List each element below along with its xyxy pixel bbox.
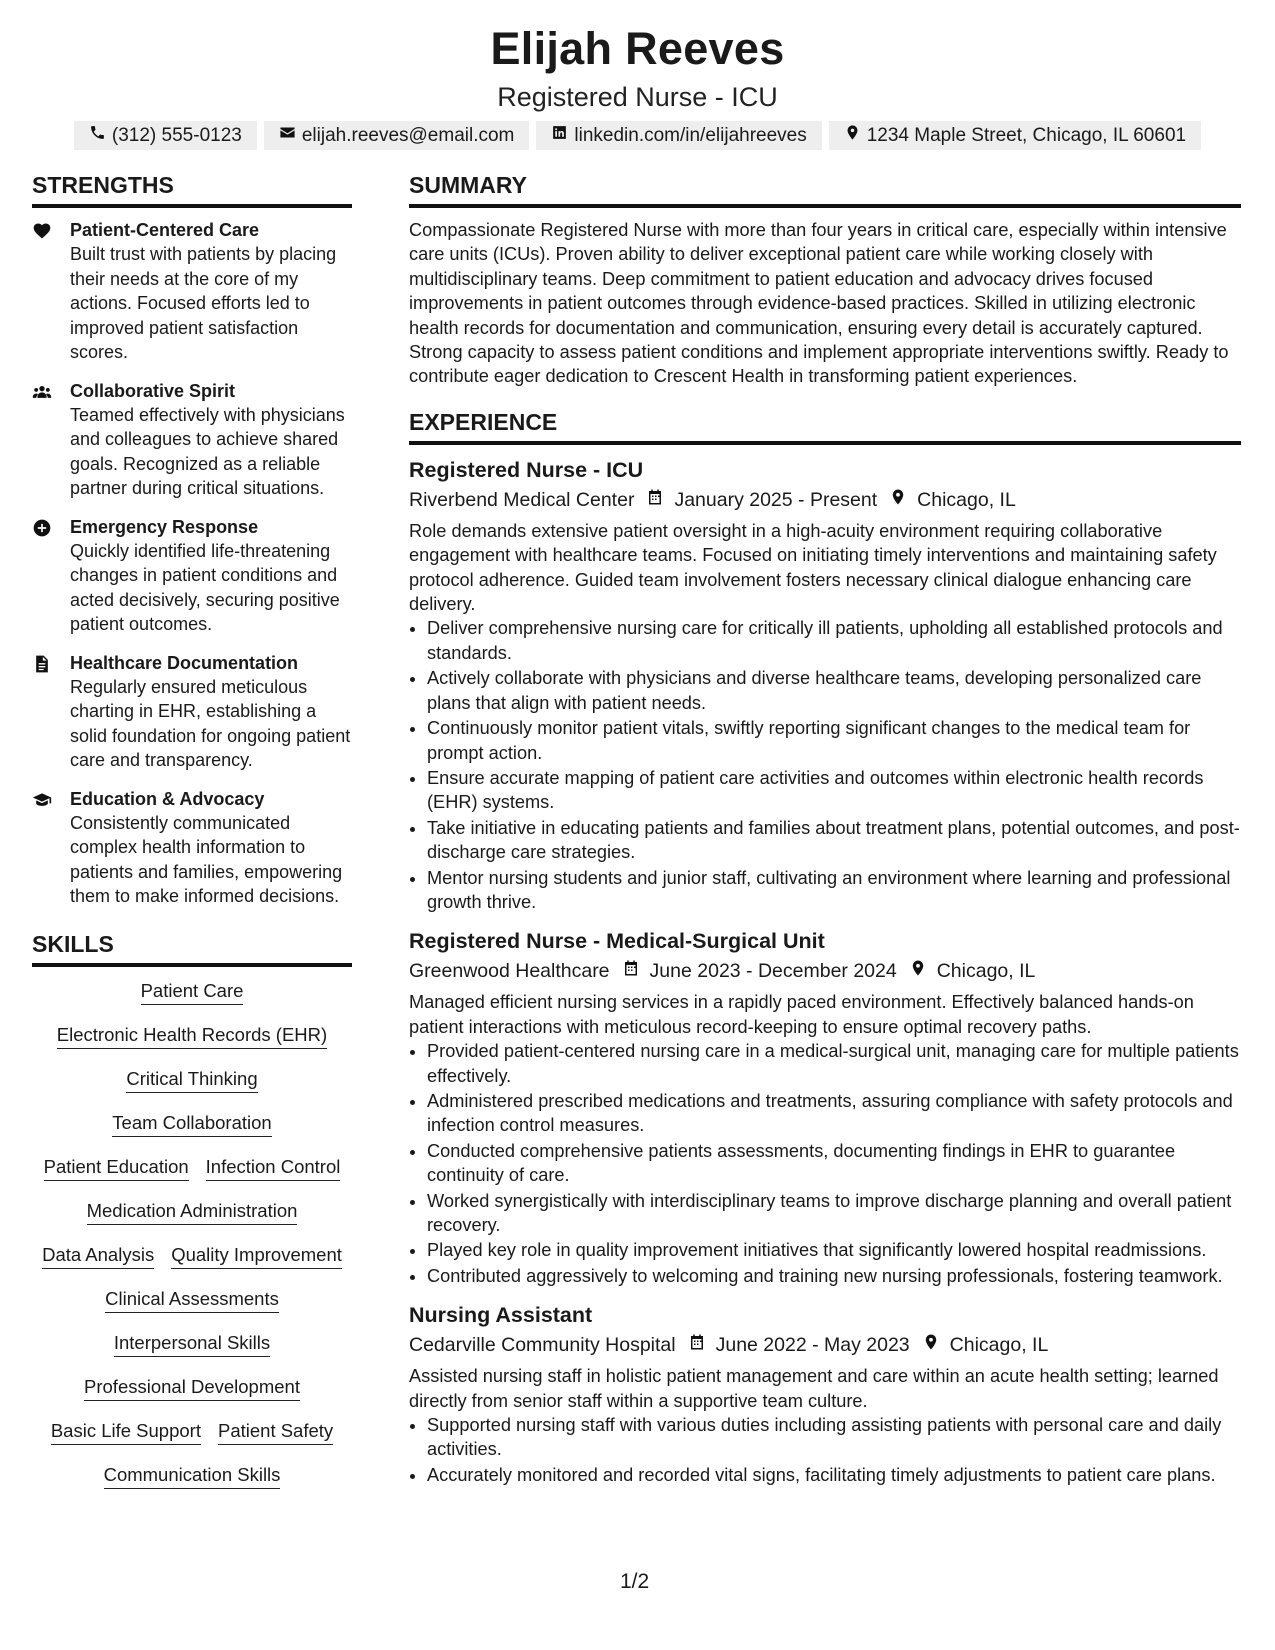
map-pin-icon [910,1330,950,1360]
skills-heading: SKILLS [32,929,352,967]
contact-phone[interactable] [74,121,257,150]
job-entry [409,926,1241,1288]
job-dates: June 2023 - December 2024 [649,960,897,983]
strength-item [32,218,352,365]
job-company: Riverbend Medical Center [409,488,635,511]
map-pin-icon [844,121,861,150]
calendar-icon [676,1330,716,1360]
job-location: Chicago, IL [936,960,1036,983]
job-bullet: • Played key role in quality improvement initiatives that significantly lowered hospital readmissions. [427,1238,1241,1262]
job-entry [409,1300,1241,1487]
job-title: Nursing Assistant [409,1303,593,1328]
calendar-icon [610,956,650,986]
contact-email-text: elijah.reeves@email.com [301,125,515,146]
job-bullet: • Provided patient-centered nursing care in a medical-surgical unit, managing care for multiple patients effectively. [427,1039,1241,1088]
job-bullets [409,616,1241,914]
resume-header [0,18,1275,150]
job-entry [409,455,1241,915]
candidate-name: Elijah Reeves [490,23,785,74]
job-title: Registered Nurse - ICU [409,457,644,482]
skill-tag: Patient Safety [218,1419,333,1445]
skill-tag: Quality Improvement [171,1243,342,1269]
job-bullet: • Accurately monitored and recorded vital signs, facilitating timely adjustments to patient care plans. [427,1463,1241,1487]
strength-item [32,651,352,773]
job-bullet: • Supported nursing staff with various duties including assisting patients with personal care and daily activities. [427,1413,1241,1462]
strength-desc: Quickly identified life-threatening changes in patient conditions and acted decisively, securing positive patient outcomes. [70,540,340,634]
skill-tag: Professional Development [84,1375,300,1401]
strength-title: Education & Advocacy [70,788,265,809]
job-meta [409,956,1241,986]
envelope-icon [279,121,296,150]
job-bullet: • Deliver comprehensive nursing care for critically ill patients, upholding all established protocols and standards. [427,616,1241,665]
job-bullet: • Ensure accurate mapping of patient care activities and outcomes within electronic health records (EHR) systems. [427,766,1241,815]
map-pin-icon [877,485,917,515]
strength-desc: Built trust with patients by placing their needs at the core of my actions. Focused efforts led to improved patient satisfaction scores. [70,244,337,362]
page-indicator: 1/2 [620,1570,650,1593]
job-company: Greenwood Healthcare [409,960,610,983]
job-bullet: • Mentor nursing students and junior staff, cultivating an environment where learning and professional growth thrive. [427,866,1241,915]
strength-item [32,515,352,637]
job-dates: January 2025 - Present [674,488,878,511]
candidate-title: Registered Nurse - ICU [497,82,778,112]
job-meta [409,485,1241,515]
strength-desc: Consistently communicated complex health information to patients and families, empowering them to make informed decisions. [70,812,343,906]
job-meta [409,1330,1241,1360]
skill-tag: Infection Control [206,1155,341,1181]
job-company: Cedarville Community Hospital [409,1334,676,1357]
strength-desc: Teamed effectively with physicians and colleagues to achieve shared goals. Recognized as a reliable partner during critical situations. [70,404,345,498]
contact-address [829,121,1201,150]
skill-tag: Interpersonal Skills [114,1331,270,1357]
contact-email[interactable] [264,121,530,150]
job-description: Role demands extensive patient oversight in a high-acuity environment requiring collaborative engagement with healthcare teams. Focused on initiating timely interventions and maintaining safety protocol adherence. Guided team involvement fosters necessary clinical dialogue enhancing care delivery. [409,520,1217,615]
map-pin-icon [897,956,937,986]
skill-tag: Patient Care [141,979,244,1005]
job-bullet: • Contributed aggressively to welcoming and training new nursing professionals, fostering teamwork. [427,1264,1241,1288]
contact-bar [0,121,1275,150]
users-icon [32,379,58,501]
document-icon [32,651,58,773]
skill-tag: Clinical Assessments [105,1287,279,1313]
calendar-icon [634,485,674,515]
contact-linkedin-text: linkedin.com/in/elijahreeves [574,125,807,146]
job-location: Chicago, IL [917,488,1016,511]
job-bullets [409,1039,1241,1288]
summary-heading: SUMMARY [409,170,1241,208]
strength-title: Healthcare Documentation [70,652,299,673]
phone-icon [89,121,106,150]
skill-tag: Patient Education [44,1155,189,1181]
right-column [409,170,1241,1499]
contact-phone-text: (312) 555-0123 [111,125,242,146]
summary-text: Compassionate Registered Nurse with more than four years in critical care, especially within intensive care units (ICUs). Proven ability to deliver exceptional patient care while working closely with multidisciplinary teams. Deep commitment to patient education and advocacy drives focused improvements in patient outcomes through evidence-based practices. Skilled in utilizing electronic health records for documentation and communication, ensuring every detail is accurately captured. Strong capacity to assess patient conditions and implement appropriate interventions swiftly. Ready to contribute eager dedication to Crescent Health in transforming patient experiences. [409,220,1229,387]
linkedin-icon [551,121,568,150]
job-dates: June 2022 - May 2023 [715,1334,910,1357]
strength-title: Collaborative Spirit [70,380,236,401]
strength-desc: Regularly ensured meticulous charting in EHR, establishing a solid foundation for ongoing patient care and transparency. [70,676,351,770]
strengths-heading: STRENGTHS [32,170,352,208]
contact-linkedin[interactable] [536,121,821,150]
strength-item [32,379,352,501]
contact-address-text: 1234 Maple Street, Chicago, IL 60601 [866,125,1187,146]
job-bullets [409,1413,1241,1487]
skill-tag: Data Analysis [42,1243,154,1269]
job-bullet: • Conducted comprehensive patients assessments, documenting findings in EHR to guarantee continuity of care. [427,1139,1241,1188]
skill-tag: Medication Administration [87,1199,298,1225]
strength-title: Patient-Centered Care [70,220,260,240]
experience-heading: EXPERIENCE [409,407,1241,445]
job-bullet: • Take initiative in educating patients and families about treatment plans, potential outcomes, and post-discharge care strategies. [427,816,1241,865]
strength-title: Emergency Response [70,516,259,537]
job-description: Managed efficient nursing services in a rapidly paced environment. Effectively balanced hands-on patient interactions with meticulous record-keeping to ensure optimal recovery paths. [409,992,1194,1037]
graduation-cap-icon [32,787,58,909]
plus-circle-icon [32,515,58,637]
skills-list [32,979,352,1507]
job-bullet: • Continuously monitor patient vitals, swiftly reporting significant changes to the medical team for prompt action. [427,716,1241,765]
heart-icon [32,218,58,365]
skill-tag: Critical Thinking [126,1067,257,1093]
job-bullet: • Administered prescribed medications and treatments, assuring compliance with safety protocols and infection control measures. [427,1089,1241,1138]
skill-tag: Communication Skills [104,1463,281,1489]
skill-tag: Basic Life Support [51,1419,201,1445]
strength-item [32,787,352,909]
skill-tag: Team Collaboration [112,1111,271,1137]
job-bullet: • Worked synergistically with interdisciplinary teams to improve discharge planning and overall patient recovery. [427,1189,1241,1238]
left-column [32,170,352,1507]
job-description: Assisted nursing staff in holistic patient management and care within an acute health setting; learned directly from senior staff within a supportive team culture. [409,1366,1219,1411]
job-title: Registered Nurse - Medical-Surgical Unit [409,929,825,954]
skill-tag: Electronic Health Records (EHR) [57,1023,327,1049]
job-location: Chicago, IL [949,1334,1049,1357]
job-bullet: • Actively collaborate with physicians and diverse healthcare teams, developing personalized care plans that align with patient needs. [427,666,1241,715]
